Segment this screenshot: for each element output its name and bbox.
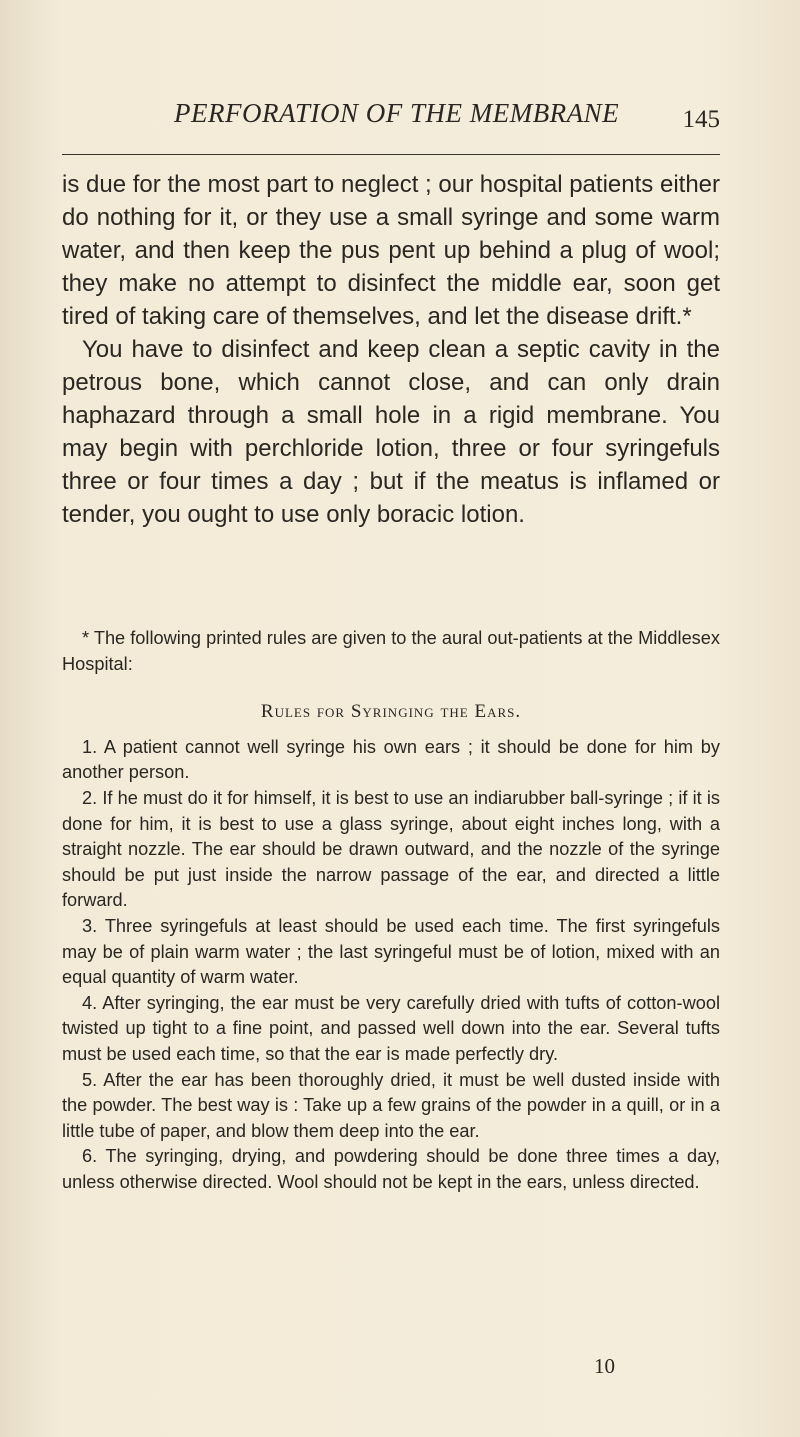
body-paragraph: is due for the most part to neglect ; our hospital patients either do nothing for it, or they use a small syringe and some warm water, and then keep the pus pent up behind a plug of wool; they make no attempt to disinfect the middle ear, soon get tired of taking care of themselves, and let the disease drift.* xyxy=(62,171,720,330)
rule-item: 3. Three syringefuls at least should be used each time. The first syringefuls may be of plain warm water ; the last syringeful must be of lotion, mixed with an equal quantity of warm water. xyxy=(62,915,720,988)
rule-item: 4. After syringing, the ear must be very carefully dried with tufts of cotton-wool twisted up tight to a fine point, and passed well down into the ear. Several tufts must be used each time, so that the ear is made perfectly dry. xyxy=(62,992,720,1064)
rule-item: 1. A patient cannot well syringe his own ears ; it should be done for him by another person. xyxy=(62,736,720,783)
signature-mark: 10 xyxy=(594,1354,615,1378)
body-paragraph: You have to disinfect and keep clean a septic cavity in the petrous bone, which cannot close, and can only drain haphazard through a small hole in a rigid membrane. You may begin with perchloride lotion, three or four syringefuls three or four times a day ; but if the meatus is inflamed or tender, you ought to use only boracic lotion. xyxy=(62,336,720,528)
page-header xyxy=(62,96,720,155)
rule-item: 6. The syringing, drying, and powdering should be done three times a day, unless otherwise directed. Wool should not be kept in the ears, unless directed. xyxy=(62,1146,720,1192)
page-number: 145 xyxy=(682,106,720,133)
rules-heading: Rules for Syringing the Ears. xyxy=(260,701,522,723)
body-text xyxy=(62,168,720,531)
rule-item: 5. After the ear has been thoroughly dried, it must be well dusted inside with the powder. The best way is : Take up a few grains of the powder in a quill, or in a little tube of paper, and blow them deep into the ear. xyxy=(62,1069,720,1141)
footnote-intro: * The following printed rules are given to the aural out-patients at the Middlesex Hospital: xyxy=(62,628,720,674)
running-title: PERFORATION OF THE MEMBRANE xyxy=(174,98,620,128)
footnote xyxy=(62,626,720,1195)
rule-item: 2. If he must do it for himself, it is best to use an indiarubber ball-syringe ; if it is done for him, it is best to use a glass syringe, about eight inches long, with a straight nozzle. The ear should be drawn outward, and the nozzle of the syringe should be put just inside the narrow passage of the ear, and directed a little forward. xyxy=(62,787,720,911)
